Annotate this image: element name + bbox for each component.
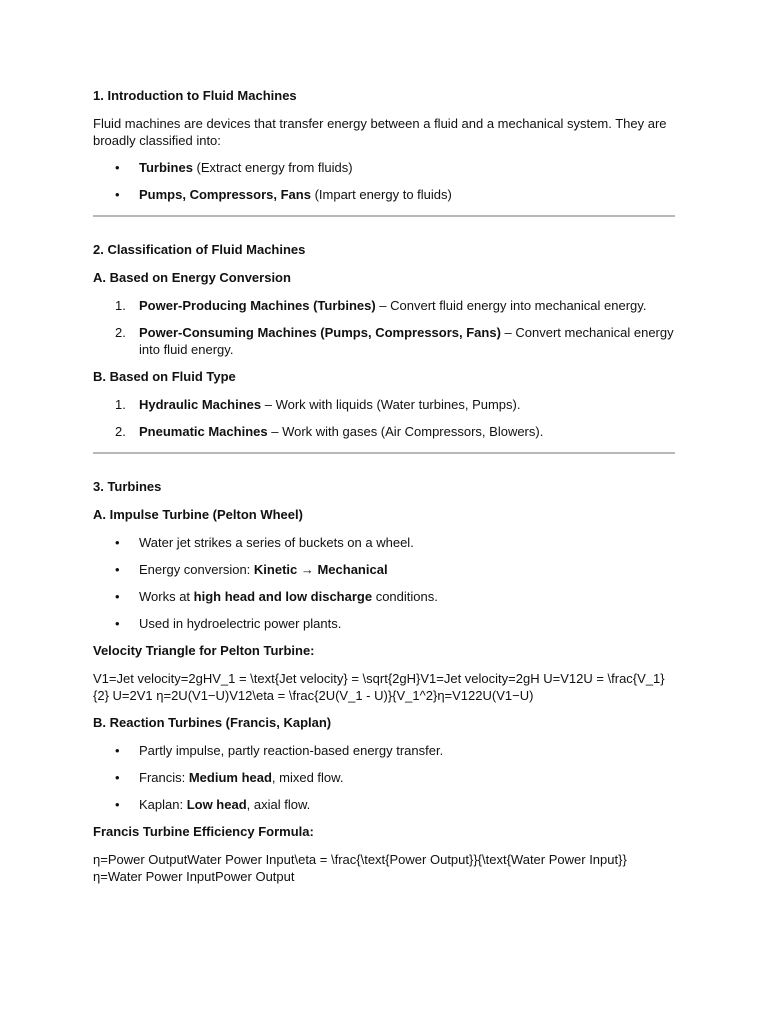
velocity-formula: V1=Jet velocity=2gHV_1 = \text{Jet velocity} = \sqrt{2gH}V1=Jet velocity=2gH U=V12U = \frac{V_1}{2} U=2V1 η=2U(V1−U)V12\eta = \frac{2U(V_1 - U)}{V_1^2}η=V122U(V1−U) xyxy=(93,671,665,703)
item-bold: Low head xyxy=(186,797,247,812)
item-text: Works at xyxy=(139,589,194,604)
item-text: – Work with gases (Air Compressors, Blowers). xyxy=(267,424,544,439)
item-text: Water jet strikes a series of buckets on a wheel. xyxy=(139,535,414,550)
list-item xyxy=(93,396,675,413)
section-2b-list xyxy=(93,396,675,440)
item-number: 1. xyxy=(115,397,126,412)
list-item xyxy=(93,423,675,440)
efficiency-heading: Francis Turbine Efficiency Formula: xyxy=(93,824,314,839)
bullet-icon: • xyxy=(115,589,120,604)
section-2-heading: 2. Classification of Fluid Machines xyxy=(93,242,306,257)
item-text: Partly impulse, partly reaction-based energy transfer. xyxy=(139,743,444,758)
bullet-icon: • xyxy=(115,743,120,758)
section-2b-heading: B. Based on Fluid Type xyxy=(93,369,236,384)
item-bold: Kinetic → Mechanical xyxy=(253,562,388,577)
item-text: – Work with liquids (Water turbines, Pumps). xyxy=(261,397,521,412)
section-3b-list xyxy=(93,742,675,813)
section-divider xyxy=(93,452,675,454)
item-bold: Pumps, Compressors, Fans xyxy=(139,187,311,202)
list-item xyxy=(93,742,675,759)
item-text: Francis: xyxy=(139,770,189,785)
section-3-heading: 3. Turbines xyxy=(93,479,162,494)
bullet-icon: • xyxy=(115,160,120,175)
item-text: – Convert mechanical energy into fluid energy. xyxy=(139,325,674,357)
item-bold: Medium head xyxy=(188,770,272,785)
list-item xyxy=(93,796,675,813)
section-divider xyxy=(93,215,675,217)
section-3a-list xyxy=(93,534,675,632)
item-text: – Convert fluid energy into mechanical energy. xyxy=(375,298,647,313)
item-text: conditions. xyxy=(372,589,438,604)
section-1-intro: Fluid machines are devices that transfer energy between a fluid and a mechanical system. They are broadly classified into: xyxy=(93,116,667,148)
item-number: 1. xyxy=(115,298,126,313)
efficiency-formula: η=Power OutputWater Power Input\eta = \frac{\text{Power Output}}{\text{Water Power Input}}η=Water Power InputPower Output xyxy=(93,852,627,884)
bullet-icon: • xyxy=(115,187,120,202)
item-text: Kaplan: xyxy=(139,797,187,812)
section-2a-heading: A. Based on Energy Conversion xyxy=(93,270,291,285)
list-item xyxy=(93,324,675,358)
list-item xyxy=(93,615,675,632)
item-bold: Hydraulic Machines xyxy=(139,397,262,412)
document-body xyxy=(93,87,675,885)
item-text: , axial flow. xyxy=(246,797,311,812)
list-item xyxy=(93,561,675,578)
item-text: (Impart energy to fluids) xyxy=(310,187,452,202)
bullet-icon: • xyxy=(115,616,120,631)
item-bold: Turbines xyxy=(139,160,193,175)
list-item xyxy=(93,769,675,786)
section-1-list xyxy=(93,159,675,203)
bullet-icon: • xyxy=(115,535,120,550)
velocity-triangle-heading: Velocity Triangle for Pelton Turbine: xyxy=(93,643,315,658)
item-text: (Extract energy from fluids) xyxy=(192,160,353,175)
section-2a-list xyxy=(93,297,675,358)
section-3a-heading: A. Impulse Turbine (Pelton Wheel) xyxy=(93,507,303,522)
bullet-icon: • xyxy=(115,770,120,785)
item-text: Used in hydroelectric power plants. xyxy=(139,616,342,631)
item-text: , mixed flow. xyxy=(271,770,344,785)
section-3b-heading: B. Reaction Turbines (Francis, Kaplan) xyxy=(93,715,332,730)
list-item xyxy=(93,186,675,203)
bullet-icon: • xyxy=(115,797,120,812)
item-bold: Pneumatic Machines xyxy=(139,424,268,439)
list-item xyxy=(93,297,675,314)
section-1-heading: 1. Introduction to Fluid Machines xyxy=(93,88,297,103)
list-item xyxy=(93,159,675,176)
item-bold: Power-Producing Machines (Turbines) xyxy=(139,298,376,313)
item-text: Energy conversion: xyxy=(139,562,254,577)
item-bold: Power-Consuming Machines (Pumps, Compressors, Fans) xyxy=(139,325,501,340)
item-number: 2. xyxy=(115,325,126,340)
item-number: 2. xyxy=(115,424,126,439)
list-item xyxy=(93,588,675,605)
bullet-icon: • xyxy=(115,562,120,577)
item-bold: high head and low discharge xyxy=(193,589,373,604)
list-item xyxy=(93,534,675,551)
